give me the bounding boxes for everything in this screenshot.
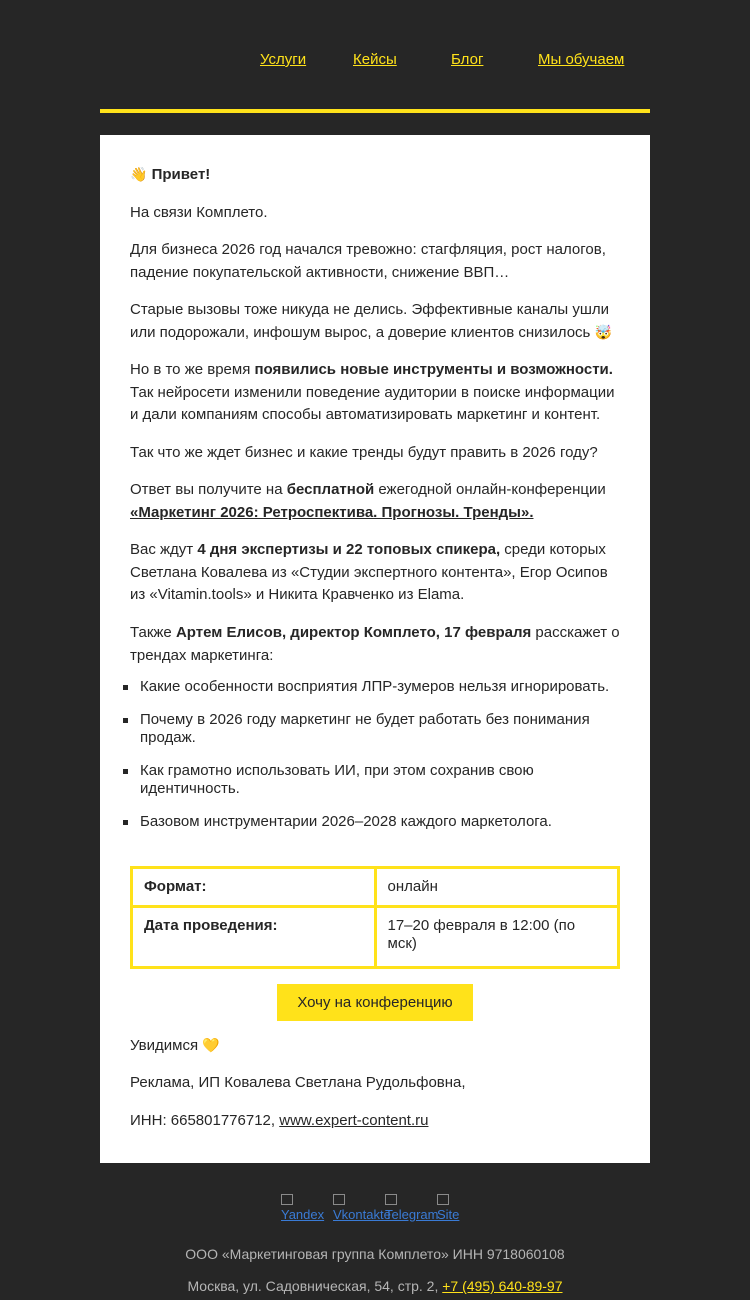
paragraph-4	[130, 359, 620, 427]
social-icons	[281, 1194, 481, 1224]
exploding-head-icon: 🤯	[594, 324, 612, 341]
intro-text: На связи Комплето.	[130, 204, 268, 221]
nav-link-cases[interactable]: Кейсы	[353, 51, 397, 68]
waving-hand-icon: 👋	[130, 167, 148, 183]
table-row	[132, 868, 619, 907]
top-nav	[0, 0, 750, 110]
list-item: Как грамотно использовать ИИ, при этом сохранив свою идентичность.	[140, 762, 620, 798]
address-line	[0, 1278, 750, 1294]
paragraph-8-pre: Также	[130, 624, 176, 641]
greeting-text: Привет!	[151, 166, 211, 183]
date-value: 17–20 февраля в 12:00 (по мск)	[375, 907, 619, 968]
inn-line	[130, 1110, 428, 1133]
paragraph-8-post: расскажет о трендах маркетинга:	[130, 624, 620, 664]
website-link[interactable]: www.expert-content.ru	[279, 1112, 429, 1129]
greeting	[130, 164, 210, 187]
nav-link-teach[interactable]: Мы обучаем	[538, 51, 625, 68]
broken-image-icon	[333, 1194, 345, 1205]
paragraph-5: Так что же ждет бизнес и какие тренды будут править в 2026 году?	[130, 444, 598, 461]
paragraph-4-bold: появились новые инструменты и возможности.	[254, 361, 613, 378]
list-item: Почему в 2026 году маркетинг не будет работать без понимания продаж.	[140, 711, 620, 747]
paragraph-3-text: Старые вызовы тоже никуда не делись. Эффективные каналы ушли или подорожали, инфошум вырос, а доверие клиентов снизилось	[130, 301, 610, 341]
table-row	[132, 907, 619, 968]
paragraph-7-bold: 4 дня экспертизы и 22 топовых спикера,	[197, 541, 501, 558]
paragraph-6	[130, 479, 620, 524]
email-card	[100, 135, 650, 1163]
ad-disclaimer: Реклама, ИП Ковалева Светлана Рудольфовна,	[130, 1074, 466, 1091]
date-label: Дата проведения:	[132, 907, 376, 968]
paragraph-7-post: среди которых Светлана Ковалева из «Студии экспертного контента», Егор Осипов из «Vitamin.tools» и Никита Кравченко из Elama.	[130, 541, 608, 603]
paragraph-3	[130, 299, 620, 344]
broken-image-icon	[385, 1194, 397, 1205]
paragraph-4-post: Так нейросети изменили поведение аудитории в поиске информации и дали компаниям способы автоматизировать маркетинг и контент.	[130, 383, 615, 423]
nav-link-services[interactable]: Услуги	[260, 51, 307, 68]
paragraph-6-post: ежегодной онлайн-конференции	[374, 481, 606, 498]
yandex-alt: Yandex	[281, 1207, 325, 1222]
paragraph-8-bold: Артем Елисов, директор Комплето, 17 февраля	[175, 624, 532, 641]
farewell-text: Увидимся	[130, 1037, 199, 1054]
paragraph-6-bold: бесплатной	[286, 481, 375, 498]
broken-image-icon	[437, 1194, 449, 1205]
site-alt: Site	[437, 1207, 460, 1222]
telegram-alt: Telegram	[385, 1207, 439, 1222]
company-info: ООО «Маркетинговая группа Комплето» ИНН 9718060108	[185, 1246, 565, 1262]
farewell	[130, 1035, 220, 1058]
format-value: онлайн	[375, 868, 619, 907]
paragraph-4-pre: Но в то же время	[130, 361, 255, 378]
paragraph-7	[130, 539, 620, 607]
vkontakte-icon[interactable]	[333, 1194, 391, 1224]
site-icon[interactable]	[437, 1194, 469, 1224]
topics-list	[120, 678, 620, 846]
yandex-icon[interactable]	[281, 1194, 325, 1224]
paragraph-8	[130, 622, 624, 667]
event-info-table	[130, 866, 620, 969]
yellow-heart-icon: 💛	[202, 1038, 220, 1054]
list-item: Какие особенности восприятия ЛПР-зумеров нельзя игнорировать.	[140, 678, 620, 696]
paragraph-7-pre: Вас ждут	[130, 541, 198, 558]
phone-link[interactable]: +7 (495) 640-89-97	[442, 1278, 563, 1294]
paragraph-6-pre: Ответ вы получите на	[130, 481, 287, 498]
vkontakte-alt: Vkontakte	[333, 1207, 391, 1222]
telegram-icon[interactable]	[385, 1194, 439, 1224]
broken-image-icon	[281, 1194, 293, 1205]
inn-text: ИНН: 665801776712,	[130, 1112, 280, 1129]
list-item: Базовом инструментарии 2026–2028 каждого маркетолога.	[140, 813, 620, 831]
address-text: Москва, ул. Садовническая, 54, стр. 2,	[187, 1278, 443, 1294]
paragraph-2: Для бизнеса 2026 год начался тревожно: стагфляция, рост налогов, падение покупательской активности, снижение ВВП…	[130, 241, 606, 281]
conference-signup-button[interactable]: Хочу на конференцию	[277, 984, 473, 1021]
conference-link[interactable]: «Маркетинг 2026: Ретроспектива. Прогнозы. Тренды».	[130, 503, 534, 521]
nav-divider	[100, 109, 650, 113]
nav-link-blog[interactable]: Блог	[451, 51, 484, 68]
format-label: Формат:	[132, 868, 376, 907]
